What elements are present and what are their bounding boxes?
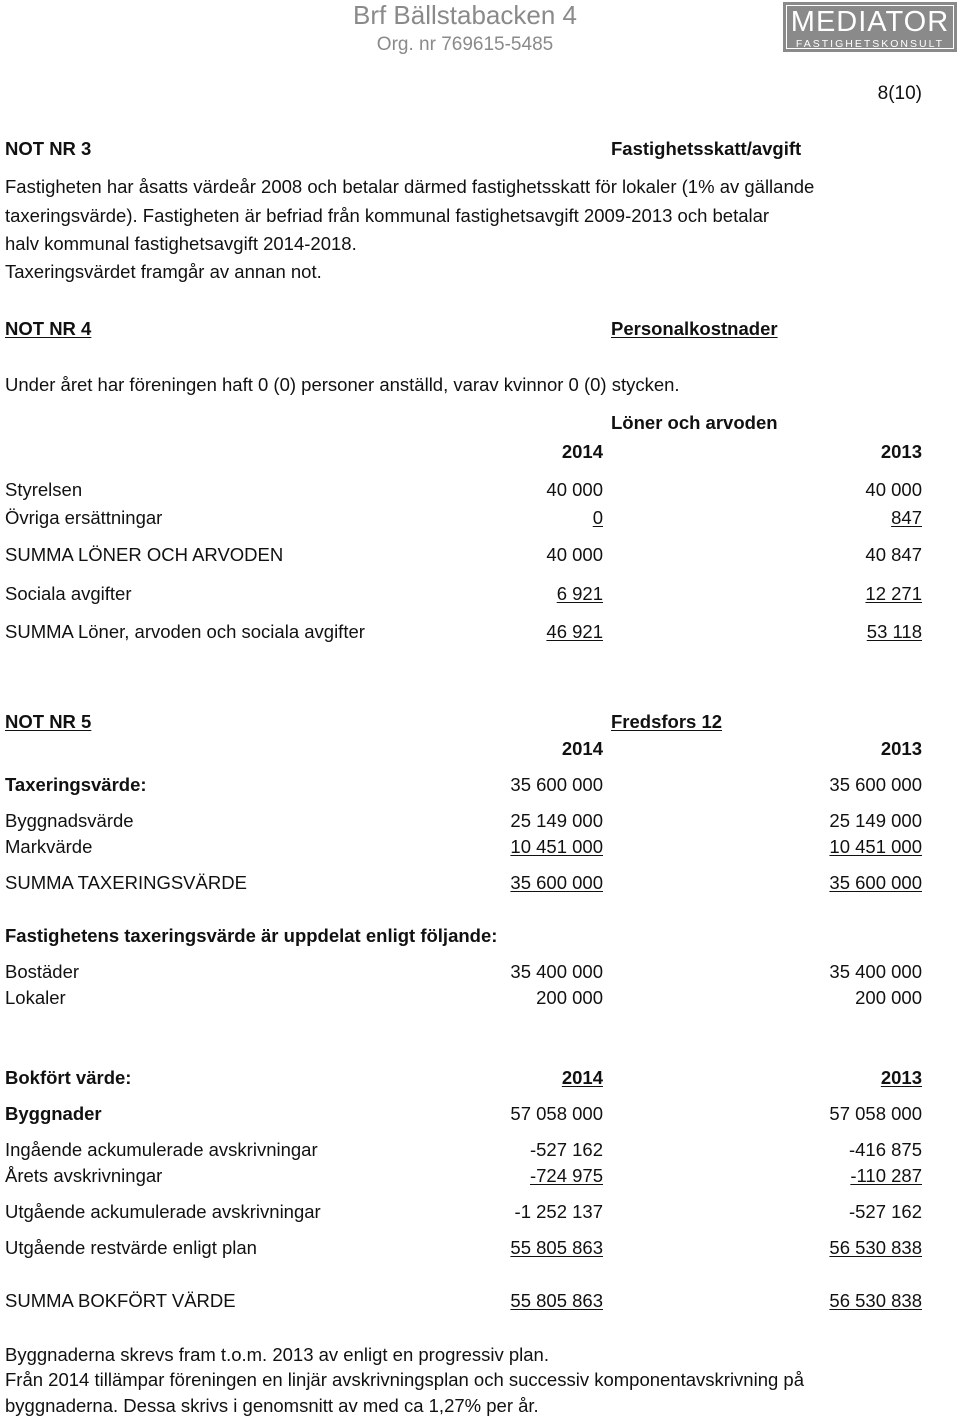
note4-label: NOT NR 4 [5, 318, 92, 339]
footer-text-line: Byggnaderna skrevs fram t.o.m. 2013 av enligt en progressiv plan. [5, 1344, 549, 1365]
note3-title: Fastighetsskatt/avgift [611, 138, 802, 159]
table-row-value-2013: -416 875 [848, 1139, 922, 1160]
note5-year-current: 2014 [561, 738, 603, 759]
table-row-label: Utgående ackumulerade avskrivningar [5, 1201, 321, 1222]
table-row-label: SUMMA BOKFÖRT VÄRDE [5, 1290, 236, 1311]
table-row-label: Utgående restvärde enligt plan [5, 1237, 257, 1258]
table-row-value-2014: 6 921 [556, 583, 603, 604]
table-row-label: Ingående ackumulerade avskrivningar [5, 1139, 318, 1160]
split-heading: Fastighetens taxeringsvärde är uppdelat enligt följande: [5, 925, 498, 946]
table-row-label: Taxeringsvärde: [5, 774, 147, 795]
table-row-label: Lokaler [5, 987, 66, 1008]
table-row-value-2014: 200 000 [536, 987, 603, 1008]
note3-label: NOT NR 3 [5, 138, 92, 159]
table-row-value-2014: 40 000 [546, 544, 603, 565]
table-row-label: Styrelsen [5, 479, 83, 500]
note3-text-line: halv kommunal fastighetsavgift 2014-2018. [5, 233, 357, 254]
note4-intro: Under året har föreningen haft 0 (0) personer anställd, varav kvinnor 0 (0) stycken. [5, 374, 680, 395]
table-row-label: SUMMA Löner, arvoden och sociala avgifter [5, 621, 365, 642]
table-row-label: Bostäder [5, 961, 80, 982]
table-row-value-2013: 57 058 000 [829, 1103, 922, 1124]
table-row-label: Årets avskrivningar [5, 1165, 163, 1186]
table-row-value-2013: 56 530 838 [829, 1290, 922, 1311]
table-row-value-2013: 10 451 000 [829, 836, 922, 857]
table-row-value-2013: 40 847 [865, 544, 922, 565]
table-row-value-2014: 35 400 000 [510, 961, 603, 982]
table-row-label: SUMMA TAXERINGSVÄRDE [5, 872, 247, 893]
table-row-value-2014: 46 921 [546, 621, 603, 642]
table-row-value-2013: 40 000 [865, 479, 922, 500]
table-row-value-2013: 35 400 000 [829, 961, 922, 982]
logo-subtext: FASTIGHETSKONSULT [795, 38, 945, 50]
table-row-value-2013: 847 [891, 507, 922, 528]
note4-subtitle: Löner och arvoden [611, 412, 778, 433]
note4-title: Personalkostnader [611, 318, 778, 339]
table-row-value-2014: -527 162 [529, 1139, 603, 1160]
book-value-heading: Bokfört värde: [5, 1067, 132, 1088]
table-row-label: Sociala avgifter [5, 583, 132, 604]
note5-year-previous: 2013 [880, 738, 922, 759]
note3-text-line: taxeringsvärde). Fastigheten är befriad från kommunal fastighetsavgift 2009-2013 och betalar [5, 205, 770, 226]
note3-text-line: Fastigheten har åsatts värdeår 2008 och betalar därmed fastighetsskatt för lokaler (1% av gällande [5, 176, 815, 197]
book-year-current: 2014 [561, 1067, 603, 1088]
table-row-value-2013: -110 287 [850, 1165, 922, 1186]
note5-label: NOT NR 5 [5, 711, 92, 732]
table-row-value-2014: -724 975 [529, 1165, 603, 1186]
table-row-value-2013: -527 162 [848, 1201, 922, 1222]
org-number: Org. nr 769615-5485 [376, 34, 554, 55]
document-title: Brf Bällstabacken 4 [352, 0, 577, 30]
table-row-value-2013: 25 149 000 [829, 810, 922, 831]
table-row-value-2014: 55 805 863 [510, 1290, 603, 1311]
table-row-value-2013: 56 530 838 [829, 1237, 922, 1258]
mediator-logo [783, 2, 957, 52]
table-row-value-2014: 35 600 000 [510, 774, 603, 795]
table-row-value-2014: 55 805 863 [510, 1237, 603, 1258]
table-row-value-2014: 57 058 000 [510, 1103, 603, 1124]
logo-text: MEDIATOR [790, 6, 950, 38]
table-row-label: Byggnader [5, 1103, 102, 1124]
note4-year-previous: 2013 [880, 441, 922, 462]
note4-year-current: 2014 [561, 441, 603, 462]
table-row-value-2013: 12 271 [865, 583, 922, 604]
table-row-value-2014: 25 149 000 [510, 810, 603, 831]
table-row-label: SUMMA LÖNER OCH ARVODEN [5, 544, 284, 565]
table-row-value-2014: 35 600 000 [510, 872, 603, 893]
table-row-label: Byggnadsvärde [5, 810, 134, 831]
table-row-value-2014: 40 000 [546, 479, 603, 500]
table-row-label: Markvärde [5, 836, 93, 857]
table-row-value-2013: 53 118 [866, 621, 922, 642]
page-number: 8(10) [877, 83, 922, 104]
note3-text-line: Taxeringsvärdet framgår av annan not. [5, 261, 322, 282]
table-row-label: Övriga ersättningar [5, 507, 163, 528]
table-row-value-2013: 35 600 000 [829, 872, 922, 893]
book-year-previous: 2013 [880, 1067, 922, 1088]
footer-text-line: Från 2014 tillämpar föreningen en linjär avskrivningsplan och successiv komponentavskrivning på [5, 1369, 805, 1390]
table-row-value-2013: 35 600 000 [829, 774, 922, 795]
table-row-value-2013: 200 000 [855, 987, 922, 1008]
table-row-value-2014: 10 451 000 [510, 836, 603, 857]
footer-text-line: byggnaderna. Dessa skrivs i genomsnitt av med ca 1,27% per år. [5, 1395, 539, 1416]
table-row-value-2014: -1 252 137 [514, 1201, 603, 1222]
note5-title: Fredsfors 12 [611, 711, 723, 732]
table-row-value-2014: 0 [592, 507, 603, 528]
